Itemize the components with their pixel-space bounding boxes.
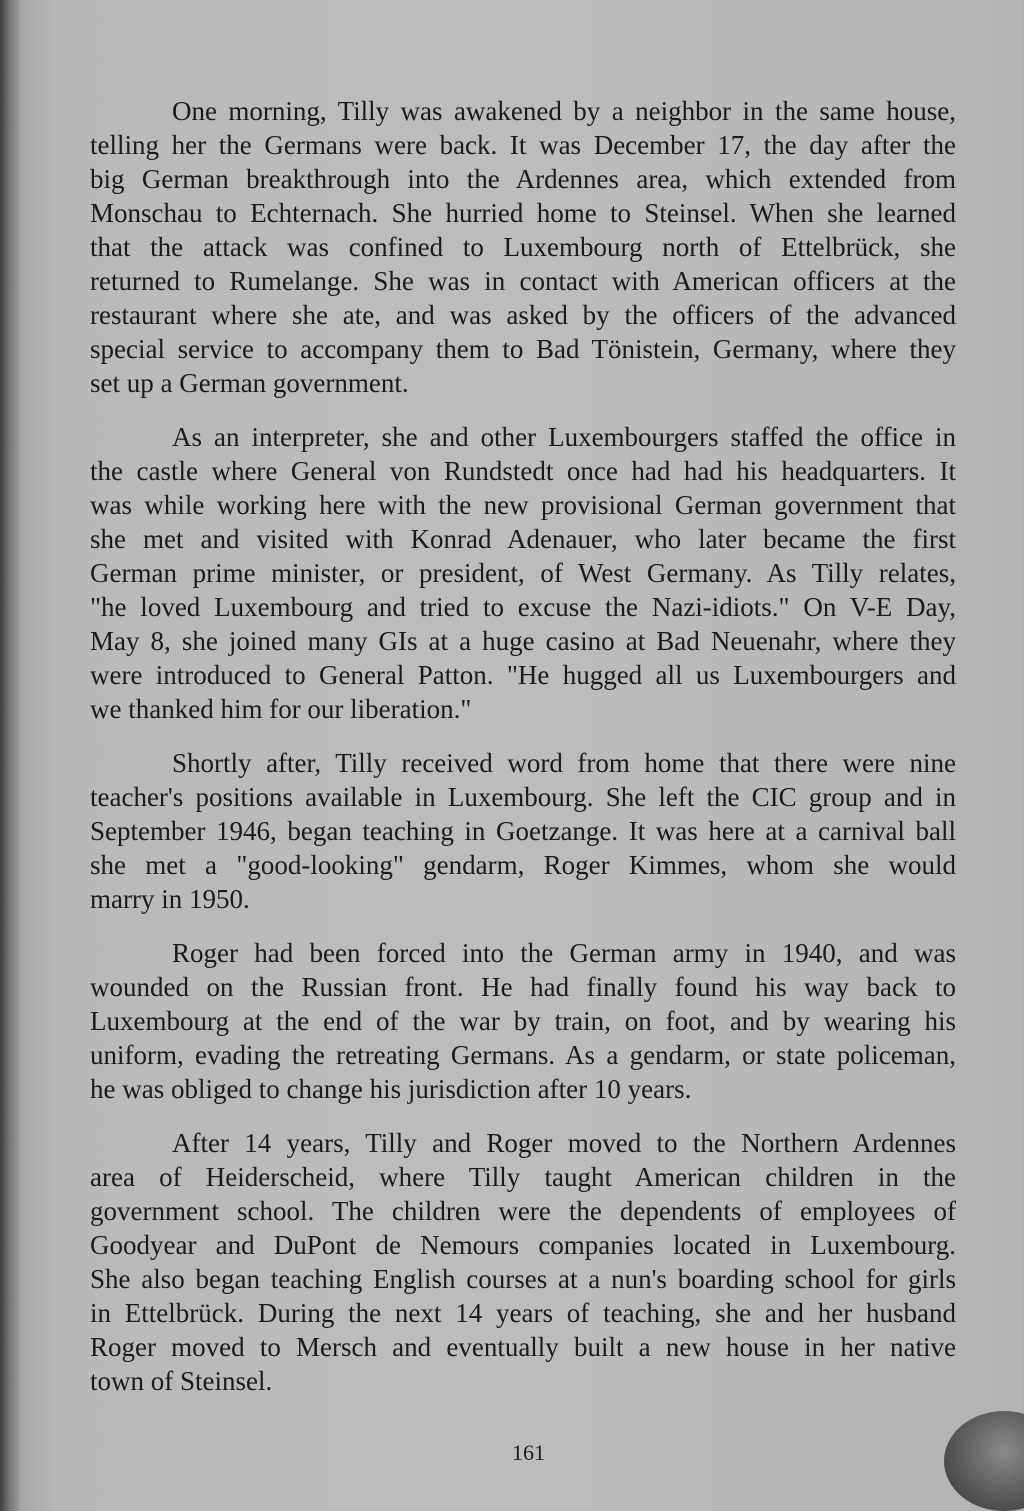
paragraph (90, 746, 956, 916)
text-line: Shortly after, Tilly received word from home that there were nine (172, 748, 956, 778)
text-line: restaurant where she ate, and was asked by the officers of the advanced (90, 300, 956, 330)
paragraph (90, 420, 956, 726)
text-line: Roger had been forced into the German army in 1940, and was (172, 938, 956, 968)
text-line: Monschau to Echternach. She hurried home to Steinsel. When she learned (90, 198, 956, 228)
text-line: marry in 1950. (90, 884, 250, 914)
text-line: returned to Rumelange. She was in contact with American officers at the (90, 266, 956, 296)
text-line: One morning, Tilly was awakened by a neighbor in the same house, (172, 96, 956, 126)
text-line: in Ettelbrück. During the next 14 years of teaching, she and her husband (90, 1298, 956, 1328)
paragraph (90, 1126, 956, 1398)
text-line: teacher's positions available in Luxembourg. She left the CIC group and in (90, 782, 956, 812)
paragraph (90, 94, 956, 400)
text-line: was while working here with the new provisional German government that (90, 490, 956, 520)
text-line: government school. The children were the dependents of employees of (90, 1196, 956, 1226)
paragraph (90, 936, 956, 1106)
text-line: Luxembourg at the end of the war by train, on foot, and by wearing his (90, 1006, 956, 1036)
text-line: wounded on the Russian front. He had finally found his way back to (90, 972, 956, 1002)
text-line: "he loved Luxembourg and tried to excuse the Nazi-idiots." On V-E Day, (90, 592, 956, 622)
text-line: Goodyear and DuPont de Nemours companies located in Luxembourg. (90, 1230, 956, 1260)
text-line: special service to accompany them to Bad Tönistein, Germany, where they (90, 334, 956, 364)
text-line: Roger moved to Mersch and eventually built a new house in her native (90, 1332, 956, 1362)
text-line: we thanked him for our liberation." (90, 694, 472, 724)
text-line: town of Steinsel. (90, 1366, 273, 1396)
text-line: May 8, she joined many GIs at a huge casino at Bad Neuenahr, where they (90, 626, 956, 656)
text-line: the castle where General von Rundstedt once had had his headquarters. It (90, 456, 956, 486)
text-line: that the attack was confined to Luxembourg north of Ettelbrück, she (90, 232, 956, 262)
text-line: September 1946, began teaching in Goetzange. It was here at a carnival ball (90, 816, 956, 846)
text-line: set up a German government. (90, 368, 409, 398)
text-line: telling her the Germans were back. It was December 17, the day after the (90, 130, 956, 160)
text-line: area of Heiderscheid, where Tilly taught American children in the (90, 1162, 956, 1192)
text-line: As an interpreter, she and other Luxembourgers staffed the office in (172, 422, 956, 452)
text-line: she met a "good-looking" gendarm, Roger Kimmes, whom she would (90, 850, 956, 880)
page-body (90, 94, 956, 1418)
text-line: She also began teaching English courses at a nun's boarding school for girls (90, 1264, 956, 1294)
coin-object (944, 1411, 1024, 1511)
page-number: 161 (512, 1440, 545, 1465)
text-line: German prime minister, or president, of West Germany. As Tilly relates, (90, 558, 956, 588)
text-line: big German breakthrough into the Ardennes area, which extended from (90, 164, 956, 194)
text-line: uniform, evading the retreating Germans. As a gendarm, or state policeman, (90, 1040, 956, 1070)
text-line: were introduced to General Patton. "He hugged all us Luxembourgers and (90, 660, 956, 690)
text-line: he was obliged to change his jurisdiction after 10 years. (90, 1074, 692, 1104)
text-line: After 14 years, Tilly and Roger moved to the Northern Ardennes (172, 1128, 956, 1158)
text-line: she met and visited with Konrad Adenauer, who later became the first (90, 524, 956, 554)
